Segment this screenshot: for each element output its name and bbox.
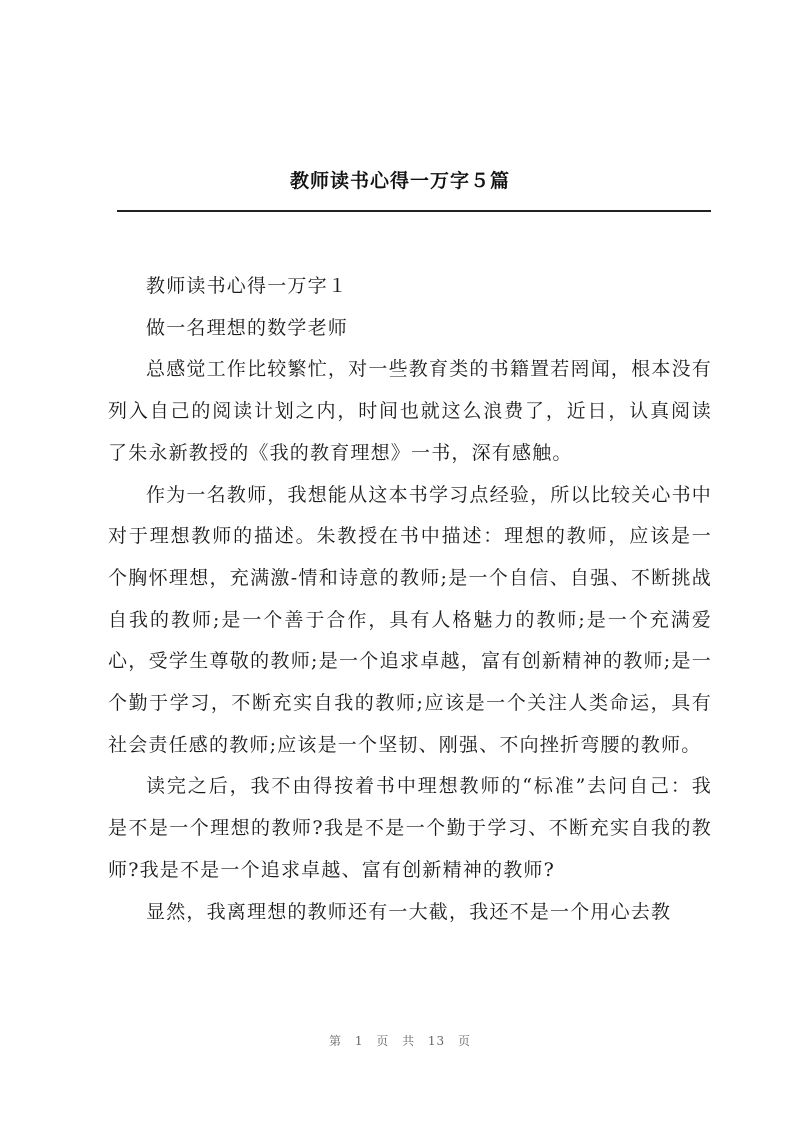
section-heading: 教师读书心得一万字１ (146, 275, 349, 297)
body-paragraph: 作为一名教师，我想能从这本书学习点经验，所以比较关心书中对于理想教师的描述。朱教授在书中描述：理想的教师，应该是一个胸怀理想，充满激-情和诗意的教师;是一个自信、自强、不断挑战自我的教师;是一个善于合作，具有人格魅力的教师;是一个充满爱心，受学生尊敬的教师;是一个追求卓越，富有创新精神的教师;是一个勤于学习，不断充实自我的教师;应该是一个关注人类命运，具有社会责任感的教师;应该是一个坚韧、刚强、不向挫折弯腰的教师。 (108, 483, 712, 756)
title-divider (117, 210, 711, 212)
document-title: 教师读书心得一万字５篇 (289, 170, 510, 192)
body-paragraph: 读完之后，我不由得按着书中理想教师的“标准”去问自己：我是不是一个理想的教师?我是不是一个勤于学习、不断充实自我的教师?我是不是一个追求卓越、富有创新精神的教师? (108, 775, 712, 881)
article-subtitle: 做一名理想的数学老师 (146, 316, 349, 339)
body-paragraph: 显然，我离理想的教师还有一大截，我还不是一个用心去教 (146, 900, 672, 923)
document-body (108, 266, 712, 933)
body-paragraph: 总感觉工作比较繁忙，对一些教育类的书籍置若罔闻，根本没有列入自己的阅读计划之内，时间也就这么浪费了，近日，认真阅读了朱永新教授的《我的教育理想》一书，深有感触。 (108, 358, 712, 464)
page-number-footer: 第 1 页 共 13 页 (329, 1034, 471, 1048)
